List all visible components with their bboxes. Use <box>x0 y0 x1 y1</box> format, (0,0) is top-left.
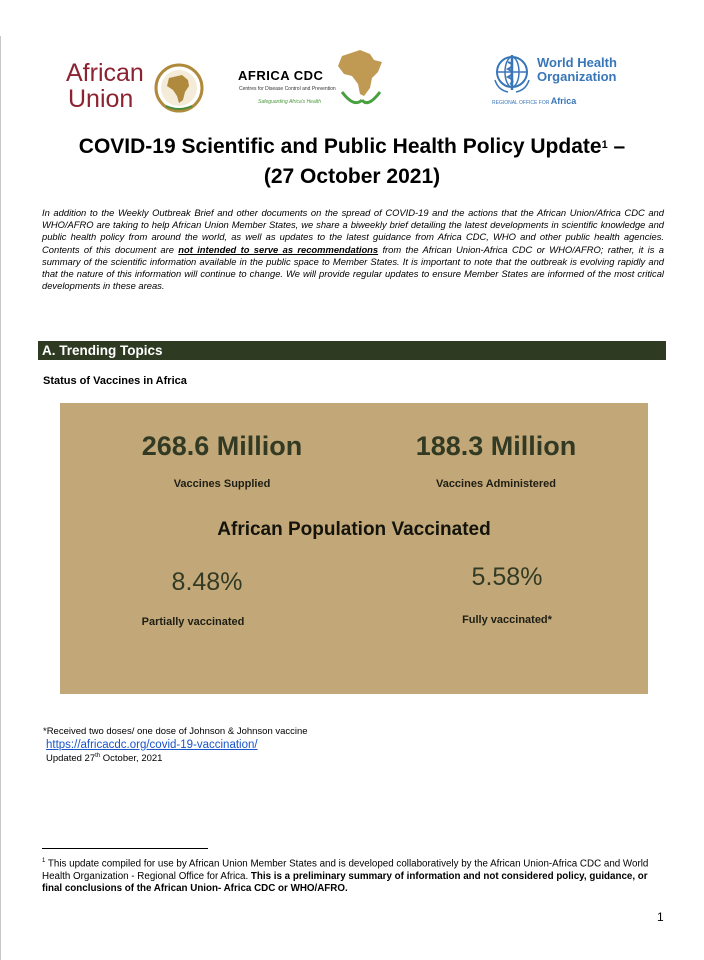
intro-emphasis: not intended to serve as recommendations <box>178 243 379 255</box>
population-vaccinated-heading: African Population Vaccinated <box>217 519 491 540</box>
footnote-text: This update compiled for use by African Union Member States and is developed collaboratively by the African Union-Africa CDC and World Health Organization - Regional Office for Africa. <box>42 858 649 882</box>
africa-map-icon <box>334 48 388 110</box>
vaccine-status-panel <box>60 403 648 694</box>
title-date: (27 October 2021) <box>263 165 441 188</box>
africa-cdc-logo <box>238 48 388 112</box>
who-office-region: Africa <box>550 96 577 106</box>
partially-vaccinated-label: Partially vaccinated <box>141 616 245 628</box>
title-dash: – <box>607 135 626 158</box>
africa-cdc-name: AFRICA CDC <box>238 68 324 83</box>
vaccines-supplied-value: 268.6 Million <box>141 431 303 461</box>
document-title <box>20 132 684 192</box>
who-logo <box>490 52 630 108</box>
footnote-divider <box>42 848 208 849</box>
who-name <box>537 56 617 84</box>
partially-vaccinated-value: 8.48% <box>171 568 243 596</box>
title-footnote-mark: 1 <box>601 139 608 151</box>
updated-prefix: Updated 27 <box>46 753 96 765</box>
fully-vaccinated-value: 5.58% <box>471 563 543 591</box>
intro-part1: In addition to the Weekly Outbreak Brief and other documents on the spread of COVID-19 and the actions that the African Union/Africa CDC and WHO/AFRO are taking to help African Union Member States, we share a biweekly brief detailing the latest developments in scientific knowledge and public health policy from around the world, as well as updates to the latest guidance from Africa CDC, WHO and other public health agencies. Contents of this document are <box>42 207 664 255</box>
au-wordmark-line1: African <box>66 59 144 87</box>
vaccine-status-subheading: Status of Vaccines in Africa <box>43 375 187 387</box>
who-office-prefix: REGIONAL OFFICE FOR <box>492 100 550 106</box>
africa-cdc-tagline: Safeguarding Africa's Health <box>258 99 322 105</box>
page-number: 1 <box>657 910 664 924</box>
updated-date <box>46 753 162 764</box>
vaccines-supplied-label: Vaccines Supplied <box>173 478 271 490</box>
who-name-line1: World Health <box>537 55 617 70</box>
intro-paragraph <box>42 207 664 292</box>
vaccines-administered-label: Vaccines Administered <box>435 478 557 490</box>
section-heading-bar: A. Trending Topics <box>38 341 666 360</box>
african-union-emblem-icon <box>152 62 206 114</box>
intro-part2: from the African Union-Africa CDC or WHO/AFRO; rather, it is a summary of the scientific information available in the public space to Member States. It is important to note that the outbreak is evolving rapidly and that the nature of this information will continue to change. We will provide regular updates to ensure Member States are informed of the most critical developments in these areas. <box>42 243 664 292</box>
updated-rest: October, 2021 <box>100 753 163 765</box>
africa-cdc-vaccination-link[interactable]: https://africacdc.org/covid-19-vaccination/ <box>46 739 258 751</box>
title-line1 <box>20 132 684 162</box>
au-wordmark-line2: Union <box>68 85 134 113</box>
african-union-logo <box>66 58 206 114</box>
who-emblem-icon <box>490 52 534 94</box>
page-edge-line <box>0 36 1 960</box>
title-main: COVID-19 Scientific and Public Health Policy Update <box>78 135 602 158</box>
footnote-bold-text: This is a preliminary summary of information and not considered policy, guidance, or final conclusions of the African Union- Africa CDC or WHO/AFRO. <box>42 870 648 895</box>
african-union-wordmark <box>66 60 144 112</box>
updated-ordinal: th <box>95 753 101 759</box>
fully-vaccinated-label: Fully vaccinated* <box>462 614 552 626</box>
vaccines-administered-value: 188.3 Million <box>415 431 577 461</box>
footnote-mark: 1 <box>42 858 46 864</box>
who-name-line2: Organization <box>537 69 617 84</box>
footnote <box>42 855 662 895</box>
vaccine-asterisk-note: *Received two doses/ one dose of Johnson & Johnson vaccine <box>43 726 308 737</box>
who-regional-office <box>492 96 576 106</box>
africa-cdc-subtitle: Centres for Disease Control and Prevention <box>239 86 336 92</box>
